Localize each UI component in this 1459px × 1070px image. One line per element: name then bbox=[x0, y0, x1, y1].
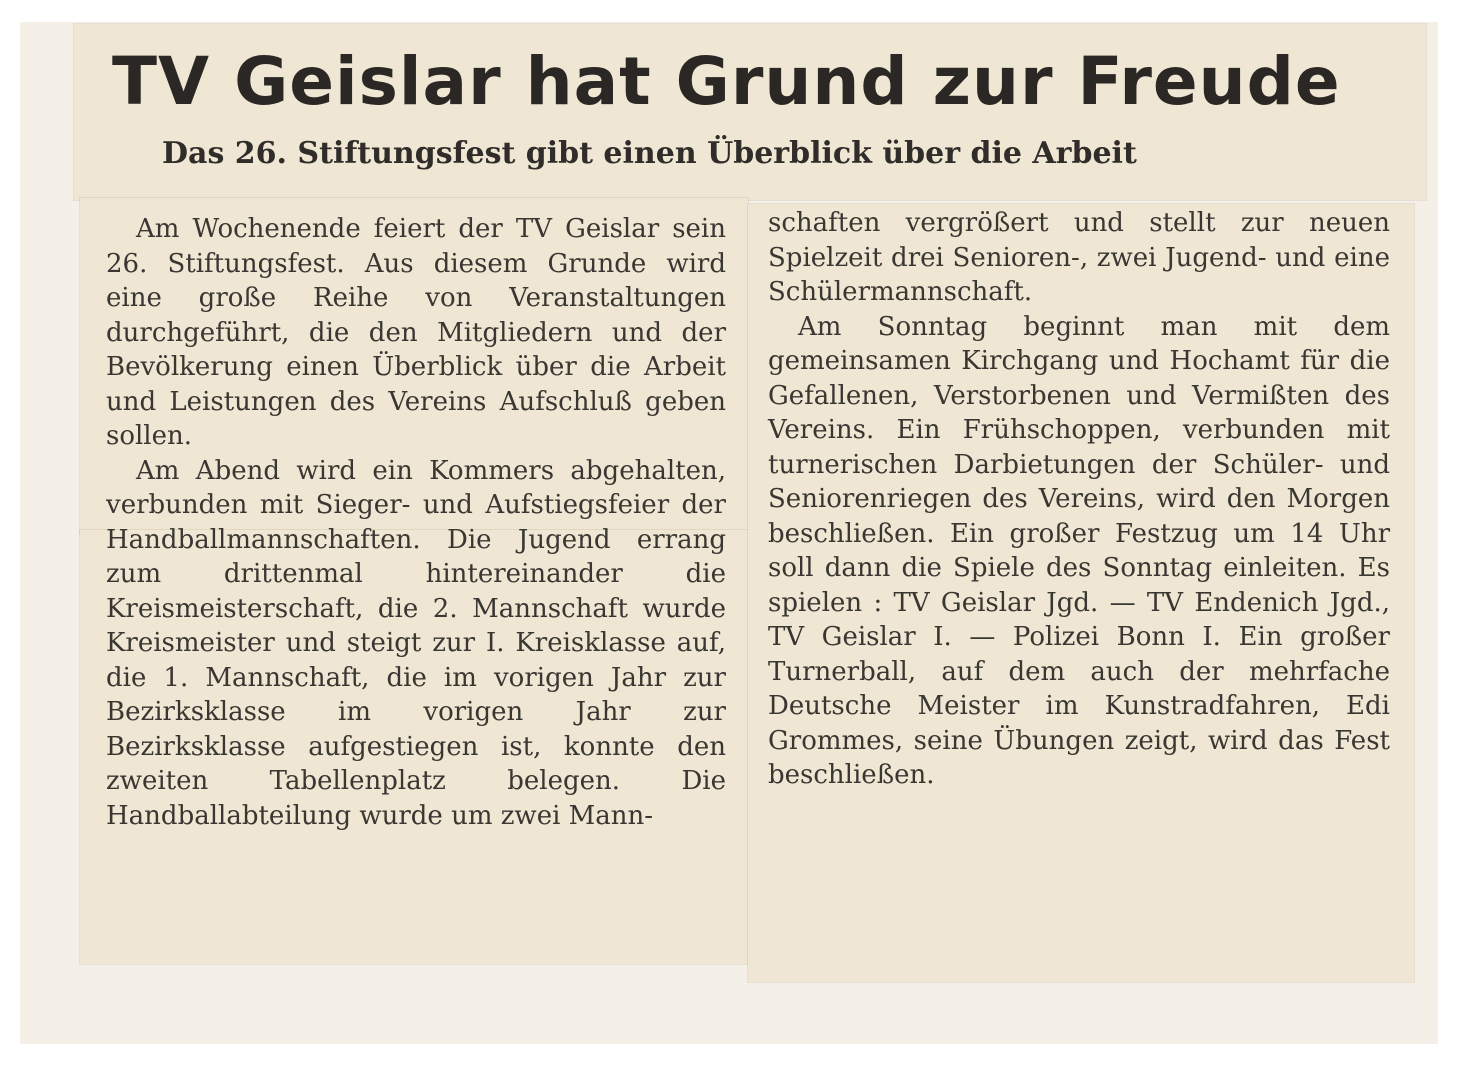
paragraph-kommers: Am Abend wird ein Kommers abgehalten, verbunden mit Sieger- und Aufstiegsfeier der Handballmannschaften. Die Jugend errang zum drittenmal hintereinander die Kreismeisterschaft, die 2. Mannschaft wurde Kreismeister und steigt zur I. Kreisklasse auf, die 1. Mannschaft, die im vorigen Jahr zur Bezirksklasse im vorigen Jahr zur Bezirksklasse aufgestiegen ist, konnte den zweiten Tabellenplatz belegen. Die Handballabteilung wurde um zwei Mann- bbox=[106, 455, 726, 831]
article-column-right bbox=[768, 206, 1390, 793]
paragraph-sonntag: Am Sonntag beginnt man mit dem gemeinsamen Kirchgang und Hochamt für die Gefallenen, Verstorbenen und Vermißten des Vereins. Ein Frühschoppen, verbunden mit turnerischen Darbietungen der Schüler- und Seniorenriegen des Vereins, wird den Morgen beschließen. Ein großer Festzug um 14 Uhr soll dann die Spiele des Sonntag einleiten. Es spielen : TV Geislar Jgd. — TV Endenich Jgd., TV Geislar I. — Polizei Bonn I. Ein großer Turnerball, auf dem auch der mehrfache Deutsche Meister im Kunstradfahren, Edi Grommes, seine Übungen zeigt, wird das Fest beschließen. bbox=[768, 311, 1390, 790]
paragraph-intro: Am Wochenende feiert der TV Geislar sein 26. Stiftungsfest. Aus diesem Grunde wird eine große Reihe von Veranstaltungen durchgeführt, die den Mitgliedern und der Bevölkerung einen Überblick über die Arbeit und Leistungen des Vereins Aufschluß geben sollen. bbox=[106, 214, 726, 451]
headline: TV Geislar hat Grund zur Freude bbox=[112, 43, 1341, 120]
paragraph-continuation: schaften vergrößert und stellt zur neuen Spielzeit drei Senioren-, zwei Jugend- und eine Schülermannschaft. bbox=[768, 208, 1390, 307]
subheadline: Das 26. Stiftungsfest gibt einen Überblick über die Arbeit bbox=[162, 136, 1137, 171]
article-column-left bbox=[106, 212, 726, 833]
